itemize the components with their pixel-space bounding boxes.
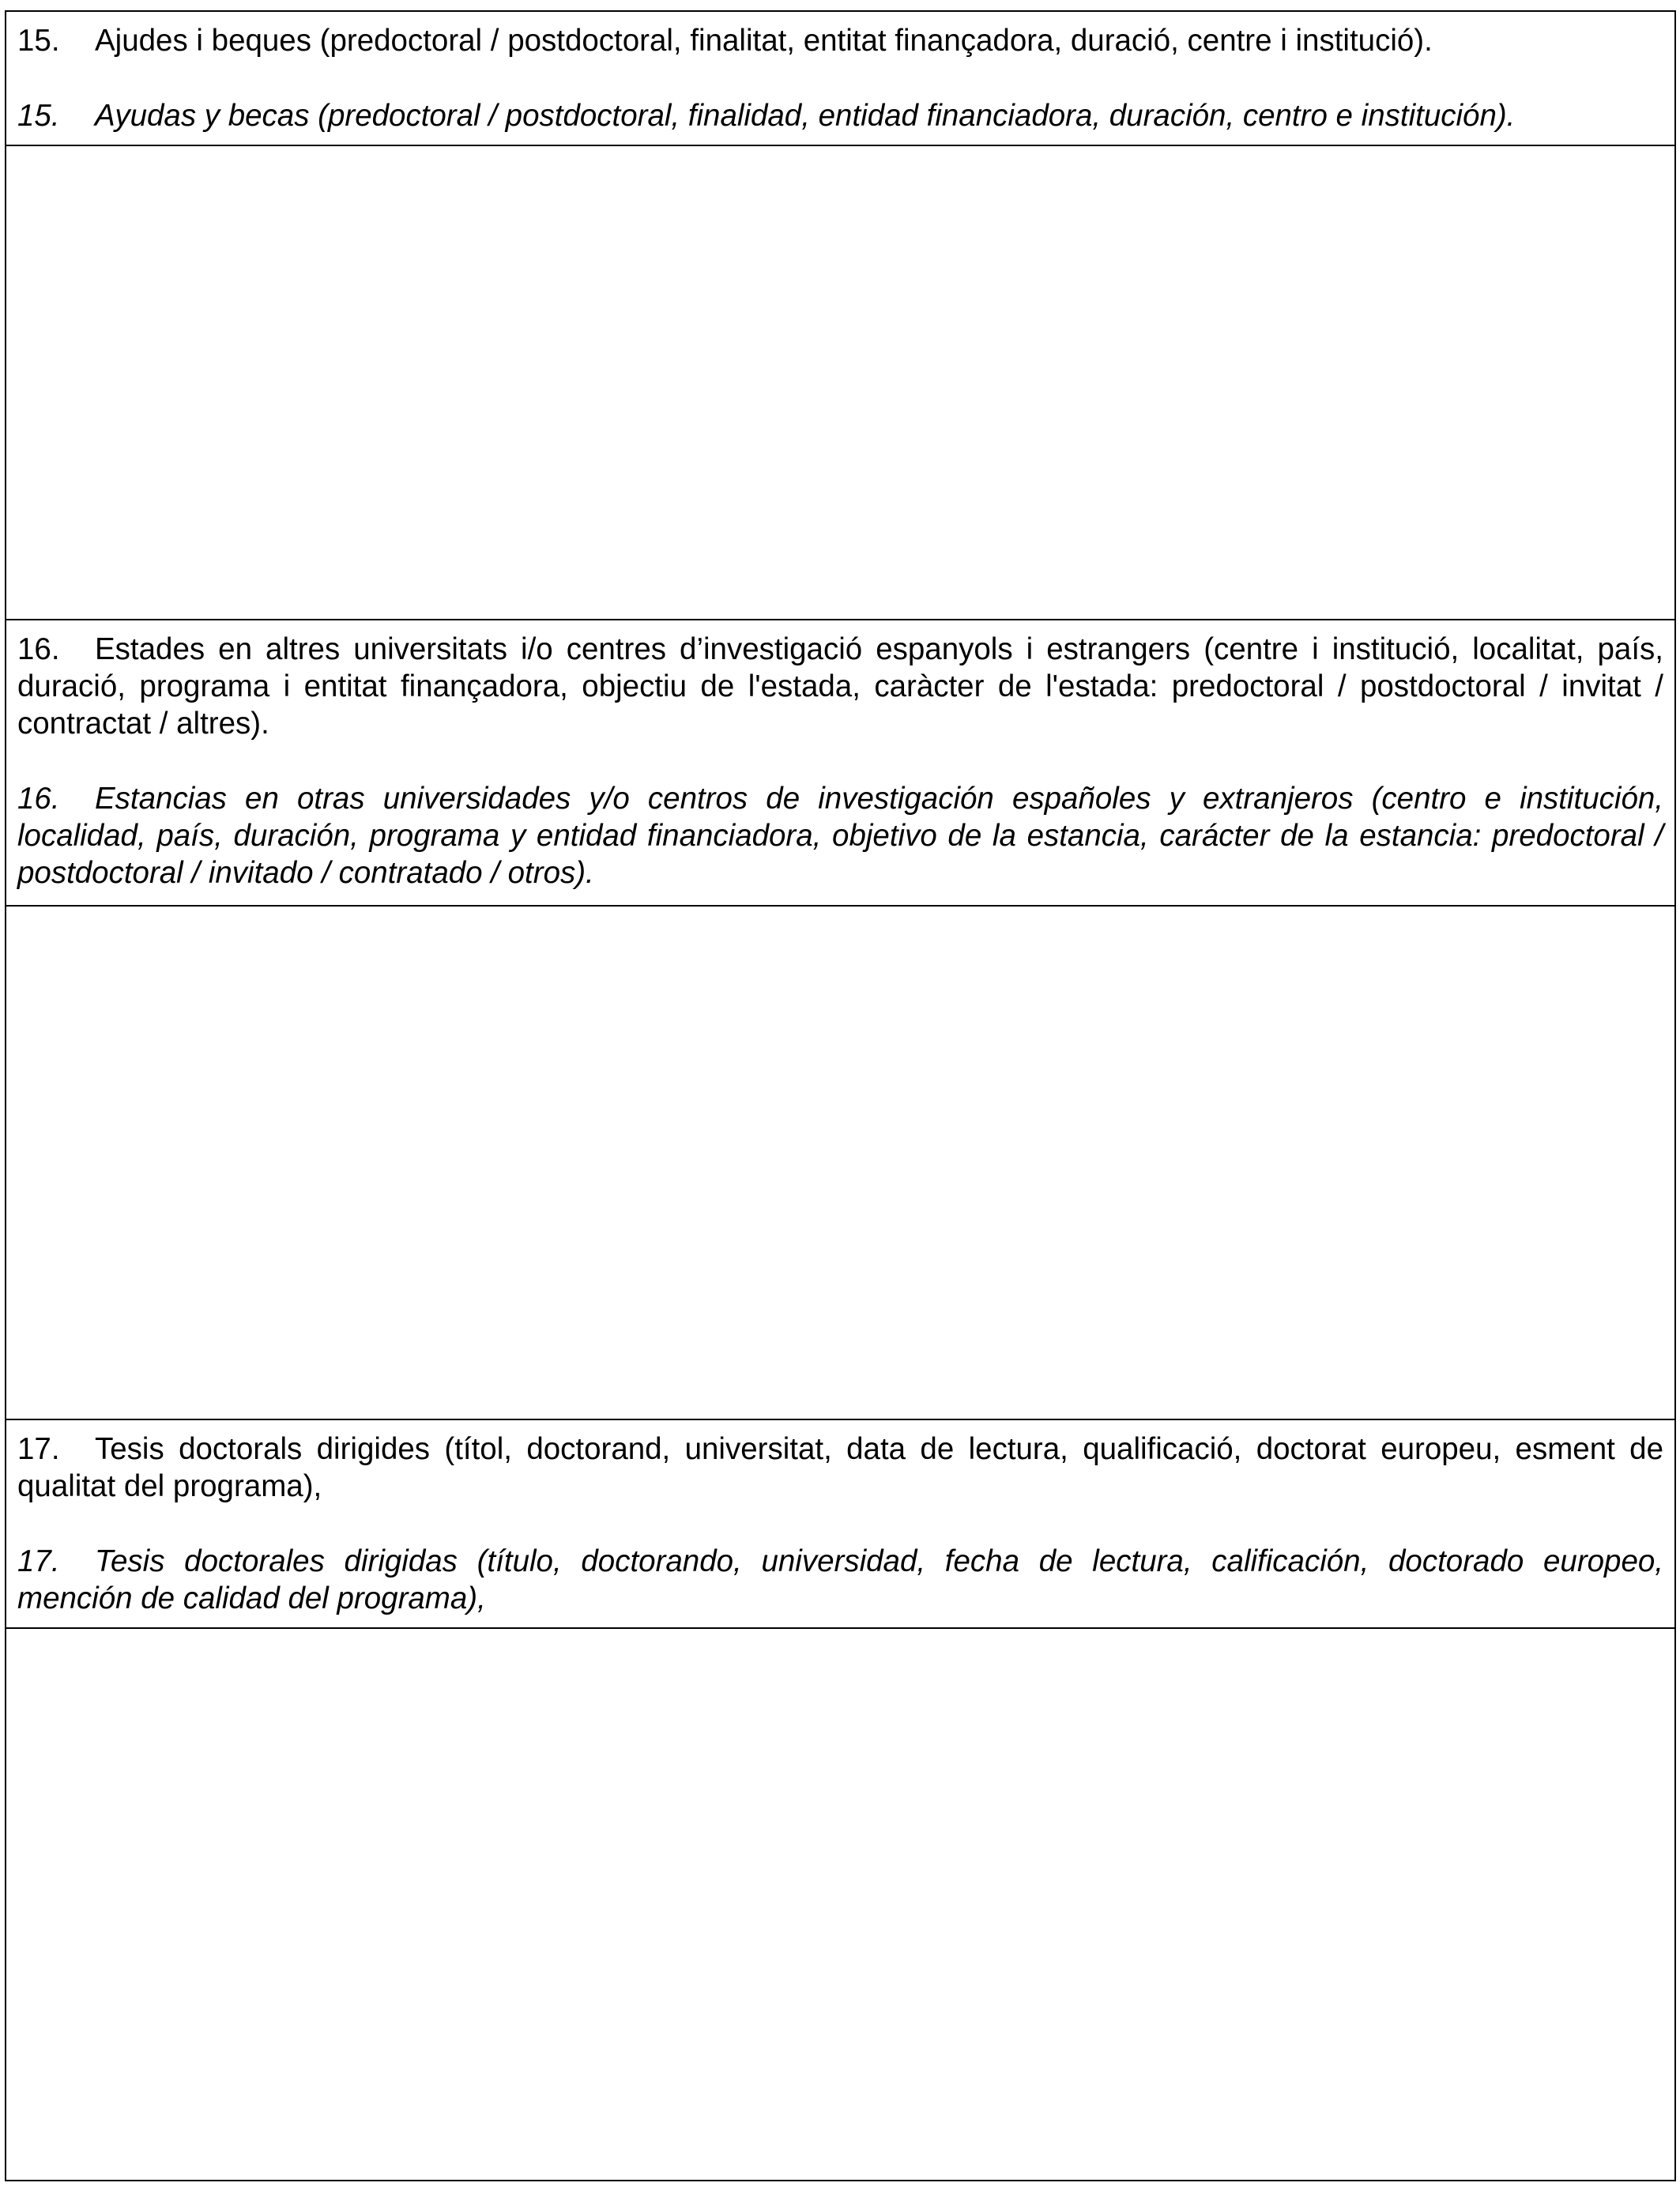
section-15-number-catalan: 15. [17, 24, 60, 58]
section-15-text-spanish: Ayudas y becas (predoctoral / postdoctoral, finalidad, entidad financiadora, duración, centro e institución). [95, 99, 1516, 133]
section-15-number-spanish: 15. [17, 99, 60, 133]
section-16-text-catalan: Estades en altres universitats i/o centres d’investigació espanyols i estrangers (centre i institució, localitat, país, duració, programa i entitat finançadora, objectiu de l'estada, caràcter de l'estada: predoctoral / postdoctoral / invitat / contractat / altres). [17, 632, 1663, 741]
section-15-answer-field[interactable] [6, 146, 1674, 620]
section-16-text-spanish: Estancias en otras universidades y/o centros de investigación españoles y extranjeros (centro e institución, localidad, país, duración, programa y entidad financiadora, objetivo de la estancia, carácter de la estancia: predoctoral / postdoctoral / invitado / contratado / otros). [17, 782, 1663, 890]
section-17-text-catalan: Tesis doctorals dirigides (títol, doctorand, universitat, data de lectura, qualificació, doctorat europeu, esment de qualitat del programa), [17, 1432, 1663, 1503]
section-17-title-catalan [17, 1431, 1663, 1505]
section-16-answer-field[interactable] [6, 907, 1674, 1420]
section-17-answer-field[interactable] [6, 1629, 1674, 2180]
cv-form-table [5, 10, 1676, 2181]
section-15-header [6, 12, 1674, 146]
section-16-title-spanish [17, 780, 1663, 892]
section-16-number-spanish: 16. [17, 782, 60, 816]
section-16-header [6, 620, 1674, 907]
section-16-number-catalan: 16. [17, 632, 60, 666]
section-15-title-spanish [17, 97, 1663, 134]
section-15-text-catalan: Ajudes i beques (predoctoral / postdoctoral, finalitat, entitat finançadora, duració, centre i institució). [95, 24, 1433, 58]
section-17-header [6, 1420, 1674, 1629]
section-17-number-catalan: 17. [17, 1432, 60, 1466]
section-17-text-spanish: Tesis doctorales dirigidas (título, doctorando, universidad, fecha de lectura, calificación, doctorado europeo, mención de calidad del programa), [17, 1544, 1663, 1615]
section-16-title-catalan [17, 631, 1663, 742]
section-17-number-spanish: 17. [17, 1544, 60, 1578]
section-15-title-catalan [17, 22, 1663, 59]
section-17-title-spanish [17, 1543, 1663, 1617]
